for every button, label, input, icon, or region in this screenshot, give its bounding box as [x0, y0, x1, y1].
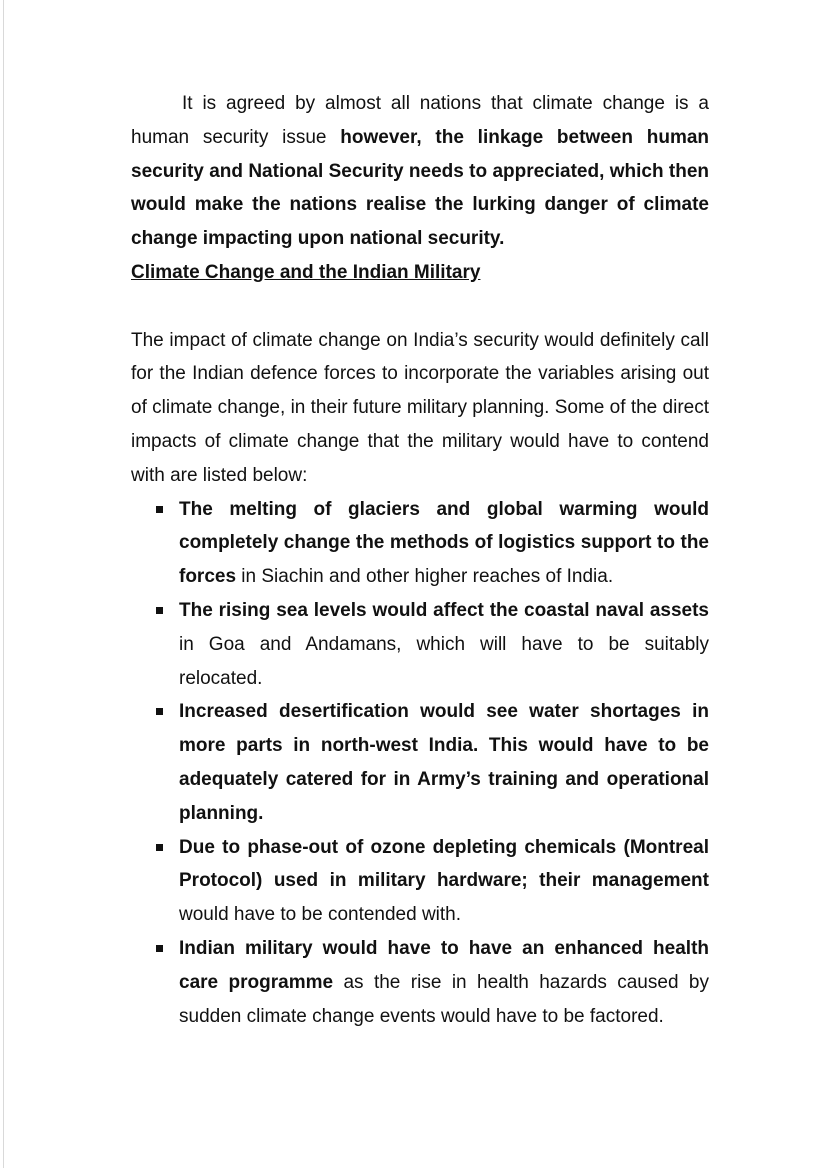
scan-edge-line	[3, 0, 4, 1168]
bullet-square-icon	[156, 607, 163, 614]
list-item	[131, 594, 709, 695]
list-item-text: as the rise in health hazards caused by sudden climate change events would have to be factored.	[179, 971, 709, 1027]
bullet-square-icon	[156, 844, 163, 851]
list-item-text: in Siachin and other higher reaches of India.	[236, 566, 614, 588]
bullet-square-icon	[156, 708, 163, 715]
bullet-list	[131, 493, 709, 1034]
intro-bold-text: however, the linkage between human security and National Security needs to appreciated, which then would make the nations realise the lurking danger of climate change impacting upon national security.	[131, 126, 710, 250]
list-item-bold: Due to phase-out of ozone depleting chemicals (Montreal Protocol) used in military hardware; their management	[179, 836, 709, 892]
bullet-square-icon	[156, 945, 163, 952]
list-item-bold: The melting of glaciers and global warming would completely change the methods of logistics support to the forces	[179, 498, 709, 588]
list-item-bold: Indian military would have to have an enhanced health care programme	[179, 937, 709, 993]
list-item-bold: The rising sea levels would affect the coastal naval assets	[179, 599, 709, 621]
list-item	[131, 493, 709, 594]
list-item	[131, 932, 709, 1033]
intro-text: It is agreed by almost all nations that climate change is a human security issue	[131, 93, 709, 148]
section-heading: Climate Change and the Indian Military	[131, 261, 481, 283]
list-item	[131, 831, 709, 932]
list-item-bold: Increased desertification would see water shortages in more parts in north-west India. This would have to be adequately catered for in Army’s training and operational planning.	[179, 701, 709, 824]
page-content	[131, 87, 709, 1033]
intro-paragraph	[131, 87, 709, 256]
bullet-square-icon	[156, 506, 163, 513]
list-item-text: would have to be contended with.	[179, 904, 462, 926]
body-paragraph: The impact of climate change on India’s security would definitely call for the Indian defence forces to incorporate the variables arising out of climate change, in their future military planning. Some of the direct impacts of climate change that the military would have to contend with are listed below:	[131, 329, 709, 486]
blank-line	[131, 290, 709, 324]
list-item	[131, 695, 709, 830]
list-item-text: in Goa and Andamans, which will have to be suitably relocated.	[179, 633, 709, 689]
